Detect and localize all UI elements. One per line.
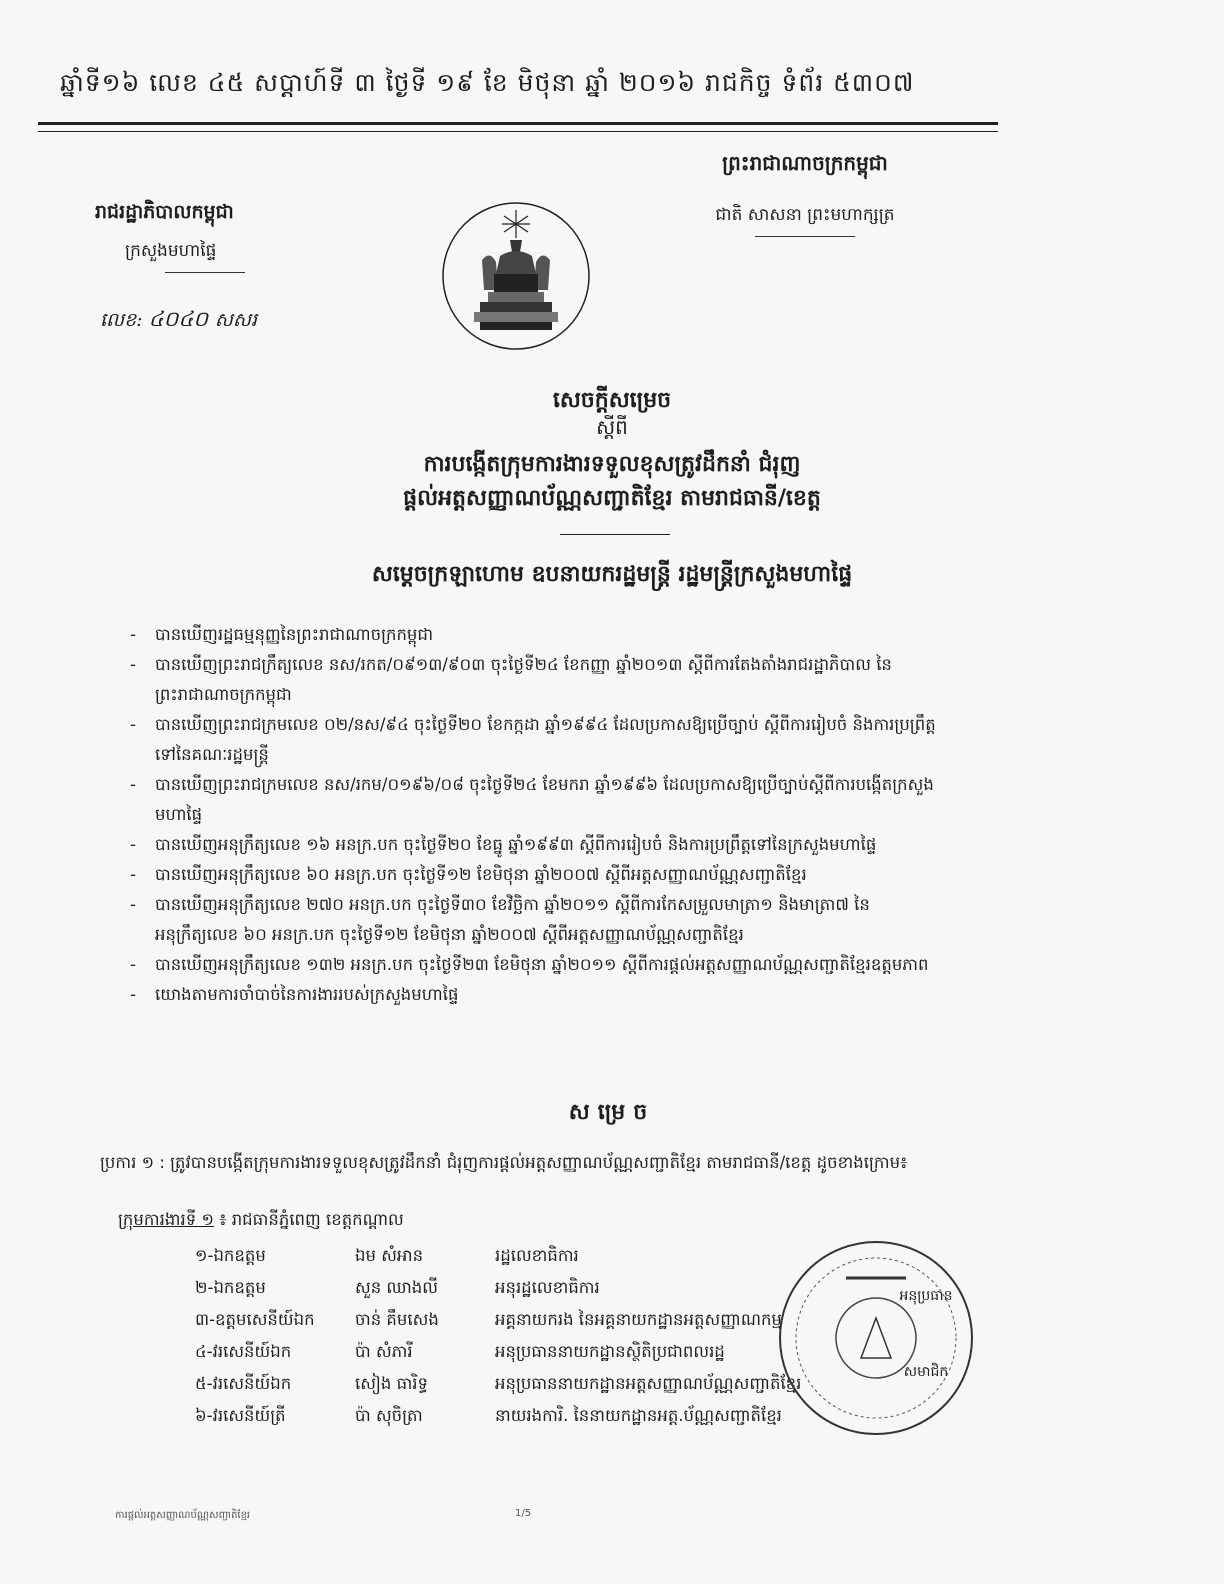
reference-item: - បានឃើញអនុក្រឹត្យលេខ ១៦ អនក្រ.បក ចុះថ្ងៃទី២០ ខែធ្នូ ឆ្នាំ១៩៩៣ ស្តីពីការរៀបចំ និងការប្រព្រឹត្តទៅនៃក្រសួងមហាផ្ទៃ	[130, 830, 950, 860]
member-role: អនុប្រធាននាយកដ្ឋានអត្តសញ្ញាណប័ណ្ណសញ្ជាតិខ្មែរ	[495, 1374, 802, 1393]
official-seal-icon	[776, 1238, 976, 1438]
reference-item: - បានឃើញអនុក្រឹត្យលេខ ៦០ អនក្រ.បក ចុះថ្ងៃទី១២ ខែមិថុនា ឆ្នាំ២០០៧ ស្តីពីអត្តសញ្ញាណប័ណ្ណសញ្ជាតិខ្មែរ	[130, 860, 950, 890]
member-row	[195, 1304, 801, 1336]
reference-item: - បានឃើញអនុក្រឹត្យលេខ ១៣២ អនក្រ.បក ចុះថ្ងៃទី២៣ ខែមិថុនា ឆ្នាំ២០១១ ស្តីពីការផ្តល់អត្តសញ្ញាណប័ណ្ណសញ្ជាតិខ្មែរឧត្តមភាព	[130, 950, 950, 980]
royal-emblem-icon	[440, 200, 592, 352]
signatory-title: សម្តេចក្រឡាហោម ឧបនាយករដ្ឋមន្ត្រី រដ្ឋមន្ត្រីក្រសួងមហាផ្ទៃ	[371, 562, 853, 587]
member-row	[195, 1240, 801, 1272]
decision-heading: សម្រេច	[568, 1100, 656, 1125]
decision-title: សេចក្តីសម្រេច	[552, 388, 672, 413]
member-role: អនុប្រធាននាយកដ្ឋានស្ថិតិប្រជាពលរដ្ឋ	[495, 1342, 725, 1361]
member-row	[195, 1400, 801, 1432]
ministry-ornament	[165, 272, 245, 273]
seal-text-top: អនុប្រធាន	[899, 1288, 953, 1304]
ref-value: ៤០៤០	[148, 307, 215, 331]
footer-caption: ការផ្តល់អត្តសញ្ញាណប័ណ្ណសញ្ជាតិខ្មែរ	[115, 1510, 251, 1521]
page-number: 1/5	[515, 1508, 532, 1519]
kingdom-title: ព្រះរាជាណាចក្រកម្ពុជា	[722, 151, 888, 175]
reference-item: - បានឃើញព្រះរាជក្រមលេខ ០២/នស/៩៤ ចុះថ្ងៃទី២០ ខែកក្កដា ឆ្នាំ១៩៩៤ ដែលប្រកាសឱ្យប្រើច្បាប់ ស្តីពីការរៀបចំ និងការប្រព្រឹត្តទៅនៃគណៈរដ្ឋមន្ត្រី	[130, 710, 950, 770]
member-name: ប៉ា សំភារី	[355, 1342, 413, 1361]
article-1: ប្រការ ១ : ត្រូវបានបង្កើតក្រុមការងារទទួលខុសត្រូវដឹកនាំ ជំរុញការផ្តល់អត្តសញ្ញាណប័ណ្ណសញ្ជាតិខ្មែរ តាមរាជធានី/ខេត្ត ដូចខាងក្រោម៖	[100, 1153, 908, 1172]
government-name: រាជរដ្ឋាភិបាលកម្ពុជា	[95, 201, 234, 223]
member-rank: ២-ឯកឧត្តម	[195, 1278, 266, 1297]
ref-suffix: សសរ	[214, 309, 258, 331]
decision-subtitle: ស្តីពី	[596, 415, 628, 439]
member-list	[195, 1240, 801, 1432]
member-role: អគ្គនាយករង នៃអគ្គនាយកដ្ឋានអត្តសញ្ញាណកម្ម	[495, 1310, 782, 1329]
member-name: សៀង ធារិទ្ធ	[355, 1374, 429, 1393]
member-rank: ៤-វរសេនីយ៍ឯក	[195, 1342, 292, 1361]
member-name: ចាន់ គឹមសេង	[355, 1310, 439, 1329]
member-role: នាយរងការិ. នៃនាយកដ្ឋានអត្ត.ប័ណ្ណសញ្ជាតិខ្មែរ	[495, 1406, 782, 1425]
ministry-name: ក្រសួងមហាផ្ទៃ	[125, 241, 217, 261]
national-motto: ជាតិ សាសនា ព្រះមហាក្សត្រ	[715, 205, 895, 225]
working-group-areas: ៖ រាជធានីភ្នំពេញ ខេត្តកណ្តាល	[213, 1210, 404, 1229]
decision-topic-line2: ផ្តល់អត្តសញ្ញាណប័ណ្ណសញ្ជាតិខ្មែរ តាមរាជធានី/ខេត្ត	[403, 486, 821, 511]
decision-topic-line1: ការបង្កើតក្រុមការងារទទួលខុសត្រូវដឹកនាំ ជំរុញ	[423, 452, 801, 477]
member-rank: ៥-វរសេនីយ៍ឯក	[195, 1374, 292, 1393]
reference-item: - បានឃើញរដ្ឋធម្មនុញ្ញនៃព្រះរាជាណាចក្រកម្ពុជា	[130, 620, 950, 650]
member-name: សួន ឈាងលី	[355, 1278, 438, 1297]
reference-item: - បានឃើញព្រះរាជក្រឹត្យលេខ នស/រកត/០៩១៣/៩០៣ ចុះថ្ងៃទី២៤ ខែកញ្ញា ឆ្នាំ២០១៣ ស្តីពីការតែងតាំងរាជរដ្ឋាភិបាល នៃព្រះរាជាណាចក្រកម្ពុជា	[130, 650, 950, 710]
ref-label: លេខ:	[100, 309, 143, 331]
legal-references	[130, 620, 950, 1010]
gazette-header: ឆ្នាំទី១៦ លេខ ៤៥ សប្ដាហ៍ទី ៣ ថ្ងៃទី ១៩ ខែ មិថុនា ឆ្នាំ ២០១៦ រាជកិច្ច ទំព័រ ៥៣០៧	[60, 68, 915, 97]
member-role: អនុរដ្ឋលេខាធិការ	[495, 1278, 600, 1297]
header-rule	[38, 122, 998, 132]
working-group-title	[118, 1210, 404, 1234]
title-ornament	[560, 534, 670, 535]
reference-item: - យោងតាមការចាំបាច់នៃការងាររបស់ក្រសួងមហាផ្ទៃ	[130, 980, 950, 1010]
working-group-label: ក្រុមការងារទី ១	[118, 1210, 214, 1229]
member-name: ឯម សំអាន	[355, 1246, 424, 1265]
member-row	[195, 1336, 801, 1368]
member-name: ប៉ា សុចិត្រា	[355, 1406, 423, 1425]
reference-number	[100, 306, 257, 337]
member-rank: ៦-វរសេនីយ៍ត្រី	[195, 1406, 286, 1425]
seal-text-mid: សមាជិក	[903, 1364, 949, 1380]
member-rank: ១-ឯកឧត្តម	[195, 1246, 266, 1265]
motto-ornament	[755, 236, 855, 237]
reference-item: - បានឃើញព្រះរាជក្រមលេខ នស/រកម/០១៩៦/០៨ ចុះថ្ងៃទី២៤ ខែមករា ឆ្នាំ១៩៩៦ ដែលប្រកាសឱ្យប្រើច្បាប់ស្តីពីការបង្កើតក្រសួងមហាផ្ទៃ	[130, 770, 950, 830]
member-row	[195, 1368, 801, 1400]
reference-item: - បានឃើញអនុក្រឹត្យលេខ ២៧០ អនក្រ.បក ចុះថ្ងៃទី៣០ ខែវិច្ឆិកា ឆ្នាំ២០១១ ស្តីពីការកែសម្រួលមាត្រា១ និងមាត្រា៧ នៃអនុក្រឹត្យលេខ ៦០ អនក្រ.បក ចុះថ្ងៃទី១២ ខែមិថុនា ឆ្នាំ២០០៧ ស្តីពីអត្តសញ្ញាណប័ណ្ណសញ្ជាតិខ្មែរ	[130, 890, 950, 950]
member-rank: ៣-ឧត្តមសេនីយ៍ឯក	[195, 1310, 315, 1329]
member-role: រដ្ឋលេខាធិការ	[495, 1246, 579, 1265]
member-row	[195, 1272, 801, 1304]
